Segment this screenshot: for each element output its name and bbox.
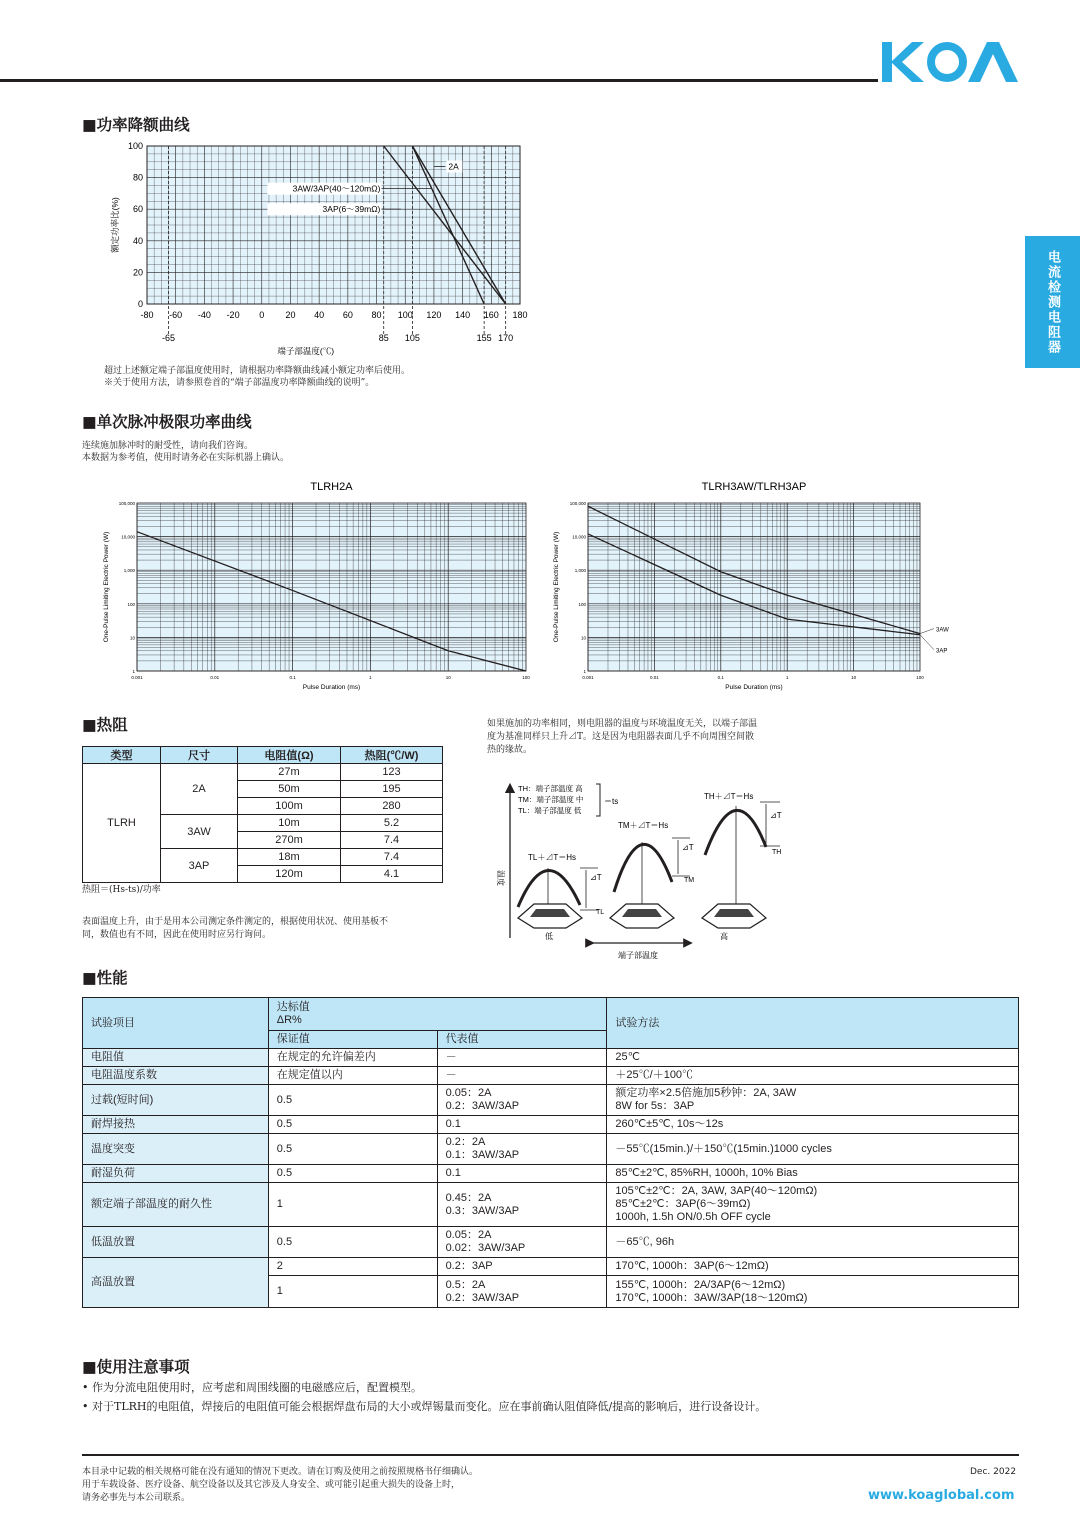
plot-area [137,503,526,671]
x-tick-label: 0.1 [289,675,296,680]
x-axis-title: Pulse Duration (ms) [302,684,361,691]
method-cell: ＋25℃/＋100℃ [607,1067,1019,1085]
item-cell: 耐焊接热 [83,1116,269,1134]
table-row [83,1165,1019,1183]
guarantee-cell: 1 [268,1276,437,1308]
footer-line-2: 用于车载设备、医疗设备、航空设备以及其它涉及人身安全、或可能引起重大损失的设备上时， [82,1480,461,1490]
y-tick-label: 0 [137,299,143,309]
thermal-cell: 7.4 [341,832,443,849]
chip-high [702,904,766,928]
x-tick-label: 100 [522,675,530,680]
method-cell: －65℃, 96h [607,1227,1019,1258]
table-row [83,1116,1019,1134]
y-tick-label: 40 [132,235,143,246]
list-item: • 作为分流电阻使用时，应考虑和周围线圈的电磁感应后，配置模型。 [82,1381,422,1394]
footer-rule [82,1454,1019,1456]
pulse-section-title: ■单次脉冲极限功率曲线 [82,413,252,431]
typical-cell: 0.5：2A 0.2：3AW/3AP [437,1276,607,1308]
series-leader [920,629,934,634]
performance-table [82,997,1019,1308]
derating-note-1: 超过上述额定端子部温度使用时，请根据功率降额曲线减小额定功率后使用。 [104,366,411,376]
resistance-cell: 10m [238,815,341,832]
table-row [83,1049,1019,1067]
x-tick-label: 1 [785,675,789,680]
thermal-cell: 280 [341,798,443,815]
hs-label-low: TL＋⊿T＝Hs [528,853,576,862]
y-tick-label: 100 [127,141,143,151]
x-axis-label: 端子部温度 [618,951,658,960]
item-cell: 耐湿负荷 [83,1165,269,1183]
koa-logo [880,38,1020,84]
method-cell: 25℃ [607,1049,1019,1067]
typical-cell: 0.2：2A 0.1：3AW/3AP [437,1134,607,1165]
y-tick-label: 80 [132,172,143,183]
item-cell: 高温放置 [83,1258,269,1308]
guarantee-cell: 在规定值以内 [268,1067,437,1085]
x-axis-title: Pulse Duration (ms) [725,684,783,691]
header-method: 试验方法 [607,998,1019,1049]
x-tick-label: 0.01 [210,675,220,680]
series-leader [920,635,934,650]
thermal-explain-1: 如果施加的功率相同，则电阻器的温度与环境温度无关，以端子部温 [487,719,758,729]
typical-cell: － [437,1049,607,1067]
thermal-cell: 4.1 [341,866,443,883]
thermal-resistance-table [82,746,443,883]
thermal-section-title: ■热阻 [82,716,128,734]
y-axis-title: One-Pulse Limiting Electric Power (W) [103,531,110,643]
thermal-cell: 5.2 [341,815,443,832]
col-resistance: 电阻值(Ω) [238,747,341,764]
resistance-cell: 120m [238,866,341,883]
thermal-cell: 195 [341,781,443,798]
derating-note-2: ※关于使用方法，请参照卷首的“端子部温度功率降额曲线的说明”。 [104,378,375,388]
typical-cell: 0.45：2A 0.3：3AW/3AP [437,1183,607,1227]
resistance-cell: 270m [238,832,341,849]
series-label: 2A [448,161,459,172]
item-cell: 过载(短时间) [83,1085,269,1116]
hs-label-high: TH＋⊿T＝Hs [704,792,754,801]
typical-cell: 0.1 [437,1116,607,1134]
x-tick-label: 10 [445,675,451,680]
pulse-chart-tlrh2a [100,476,540,698]
y-tick-label: 1 [132,669,135,674]
item-cell: 温度突变 [83,1134,269,1165]
method-cell: 额定功率×2.5倍施加5秒钟：2A, 3AW 8W for 5s：3AP [607,1085,1019,1116]
x-tick-label: 0.001 [131,675,143,680]
list-item: • 对于TLRH的电阻值，焊接后的电阻值可能会根据焊盘布局的大小或焊锡量而变化。应在事前确认阻值降低/提高的影响后，进行设备设计。 [82,1400,767,1413]
y-tick-label: 10 [580,635,586,641]
y-tick-label: 1,000 [123,568,135,574]
footer-line-3: 请务必事先与本公司联系。 [82,1493,191,1503]
thermal-explain-3: 热的缘故。 [487,745,533,755]
legend-tm: TM：端子部温度 中 [518,795,584,804]
x-tick-label: 140 [455,310,471,320]
hs-label-mid: TM＋⊿T＝Hs [618,821,669,830]
y-tick-label: 10,000 [572,534,586,540]
guarantee-cell: 0.5 [268,1116,437,1134]
chip-mid [610,904,674,928]
performance-section-title: ■性能 [82,969,128,987]
sub-tick-label: 105 [404,333,420,343]
terminal-temperature-diagram [490,780,810,965]
y-tick-label: 100,000 [118,501,135,506]
thermal-note-1: 表面温度上升，由于是用本公司测定条件测定的，根据使用状况、使用基板不 [82,917,389,927]
t-label-high: TH [772,849,782,856]
resistance-cell: 100m [238,798,341,815]
t-label-low: TL [596,909,605,916]
typical-cell: 0.1 [437,1165,607,1183]
y-tick-label: 20 [132,267,143,278]
table-row [83,1085,1019,1116]
size-cell: 3AW [161,815,238,849]
header-standard: 达标值 ΔR% [268,998,607,1031]
sub-tick-label: 155 [476,333,492,343]
x-tick-label: 0 [259,310,265,320]
t-label-mid: TM [684,877,695,884]
series-label: 3AW [936,627,949,634]
typical-cell: 0.2：3AP [437,1258,607,1276]
high-label: 高 [720,932,728,941]
y-tick-label: 60 [132,204,143,215]
precautions-section-title: ■使用注意事项 [82,1358,190,1376]
precautions-list [82,1378,766,1416]
low-label: 低 [545,932,553,941]
header-typical: 代表值 [437,1031,607,1049]
chart-title: TLRH3AW/TLRH3AP [701,481,807,493]
chip-low [518,904,582,928]
x-tick-label: 80 [371,310,382,320]
col-thermal: 热阻(℃/W) [341,747,443,764]
y-tick-label: 10 [129,635,135,641]
side-category-tab: 电流检测电阻器 [1025,236,1080,368]
item-cell: 电阻温度系数 [83,1067,269,1085]
x-tick-label: 180 [512,310,528,320]
y-tick-label: 100 [127,601,135,607]
header-item: 试验项目 [83,998,269,1049]
sub-tick-label: -65 [162,333,176,343]
table-row [83,1183,1019,1227]
x-tick-label: 10 [851,675,857,680]
series-label: 3AW/3AP(40～120mΩ) [292,183,381,194]
sub-tick-label: 85 [378,333,389,343]
thermal-cell: 123 [341,764,443,781]
guarantee-cell: 在规定的允许偏差内 [268,1049,437,1067]
x-tick-label: 100 [397,310,413,320]
ts-label: ＝ts [604,797,619,806]
guarantee-cell: 0.5 [268,1085,437,1116]
y-tick-label: 100,000 [569,501,586,506]
item-cell: 电阻值 [83,1049,269,1067]
thermal-formula: 热阻＝(Hs-ts)/功率 [82,885,161,895]
size-cell: 3AP [161,849,238,883]
footer-line-1: 本目录中记载的相关规格可能在没有通知的情况下更改。请在订购及使用之前按照规格书仔细确认。 [82,1467,479,1477]
y-axis-title: 额定功率比(%) [110,197,120,253]
col-type: 类型 [83,747,161,764]
guarantee-cell: 1 [268,1183,437,1227]
x-tick-label: -20 [226,310,240,320]
chart-title: TLRH2A [310,481,353,493]
guarantee-cell: 0.5 [268,1134,437,1165]
y-axis-title: One-Pulse Limiting Electric Power (W) [553,531,560,643]
header-guarantee: 保证值 [268,1031,437,1049]
method-cell: －55℃(15min.)/＋150℃(15min.)1000 cycles [607,1134,1019,1165]
x-axis-title: 端子部温度(℃) [277,346,335,356]
table-header-row [83,747,443,764]
dt-label-1: ⊿T [590,873,602,882]
y-tick-label: 1,000 [574,568,586,574]
x-tick-label: 20 [285,310,296,320]
typical-cell: － [437,1067,607,1085]
dt-label-2: ⊿T [682,843,694,852]
table-row [83,764,443,781]
x-tick-label: 100 [916,675,924,680]
x-tick-label: 40 [314,310,325,320]
x-tick-label: -80 [140,310,154,320]
table-row [83,1258,1019,1276]
table-row [83,1227,1019,1258]
guarantee-cell: 0.5 [268,1227,437,1258]
resistance-cell: 27m [238,764,341,781]
resistance-cell: 50m [238,781,341,798]
pulse-note-2: 本数据为参考值，使用时请务必在实际机器上确认。 [82,453,290,463]
sub-tick-label: 170 [498,333,514,343]
x-tick-label: 0.001 [582,675,594,680]
table-row [83,1134,1019,1165]
typical-cell: 0.05：2A 0.2：3AW/3AP [437,1085,607,1116]
method-cell: 170℃, 1000h：3AP(6～12mΩ) [607,1258,1019,1276]
method-cell: 260℃±5℃, 10s～12s [607,1116,1019,1134]
x-tick-label: 60 [342,310,353,320]
pulse-note-1: 连续施加脉冲时的耐受性，请向我们咨询。 [82,441,254,451]
y-axis-label: 温度 [496,870,505,886]
type-cell: TLRH [83,764,161,883]
size-cell: 2A [161,764,238,815]
x-tick-label: 0.1 [717,675,724,680]
method-cell: 155℃, 1000h：2A/3AP(6～12mΩ) 170℃, 1000h：3AW/3AP(18～120mΩ) [607,1276,1019,1308]
series-label: 3AP(6～39mΩ) [322,204,381,215]
x-tick-label: -40 [197,310,211,320]
col-size: 尺寸 [161,747,238,764]
plot-area [588,503,920,671]
typical-cell: 0.05：2A 0.02：3AW/3AP [437,1227,607,1258]
thermal-explain-2: 度为基准同样只上升⊿T。这是因为电阻器表面几乎不向周围空间散 [487,732,755,742]
item-cell: 额定端子部温度的耐久性 [83,1183,269,1227]
derating-chart [82,134,562,360]
series-label: 3AP [936,648,948,655]
dt-label-3: ⊿T [770,811,782,820]
resistance-cell: 18m [238,849,341,866]
legend-tl: TL：端子部温度 低 [518,806,582,815]
guarantee-cell: 0.5 [268,1165,437,1183]
x-tick-label: -60 [169,310,183,320]
method-cell: 105℃±2℃：2A, 3AW, 3AP(40～120mΩ) 85℃±2℃：3AP(6～39mΩ) 1000h, 1.5h ON/0.5h OFF cycle [607,1183,1019,1227]
method-cell: 85℃±2℃, 85%RH, 1000h, 10% Bias [607,1165,1019,1183]
guarantee-cell: 2 [268,1258,437,1276]
x-tick-label: 1 [369,675,372,680]
header-rule [0,79,878,82]
x-tick-label: 160 [483,310,499,320]
thermal-cell: 7.4 [341,849,443,866]
item-cell: 低温放置 [83,1227,269,1258]
x-tick-label: 0.01 [650,675,659,680]
website-link[interactable]: www.koaglobal.com [868,1488,1015,1503]
pulse-chart-tlrh3aw-3ap [550,476,970,698]
table-row [83,1067,1019,1085]
y-tick-label: 100 [578,601,586,607]
footer-date: Dec. 2022 [970,1467,1017,1477]
derating-section-title: ■功率降额曲线 [82,116,190,134]
x-tick-label: 120 [426,310,442,320]
y-tick-label: 10,000 [121,534,135,540]
y-tick-label: 1 [583,669,586,674]
thermal-note-2: 同，数值也有不同，因此在使用时应另行询问。 [82,930,272,940]
legend-th: TH：端子部温度 高 [518,784,583,793]
